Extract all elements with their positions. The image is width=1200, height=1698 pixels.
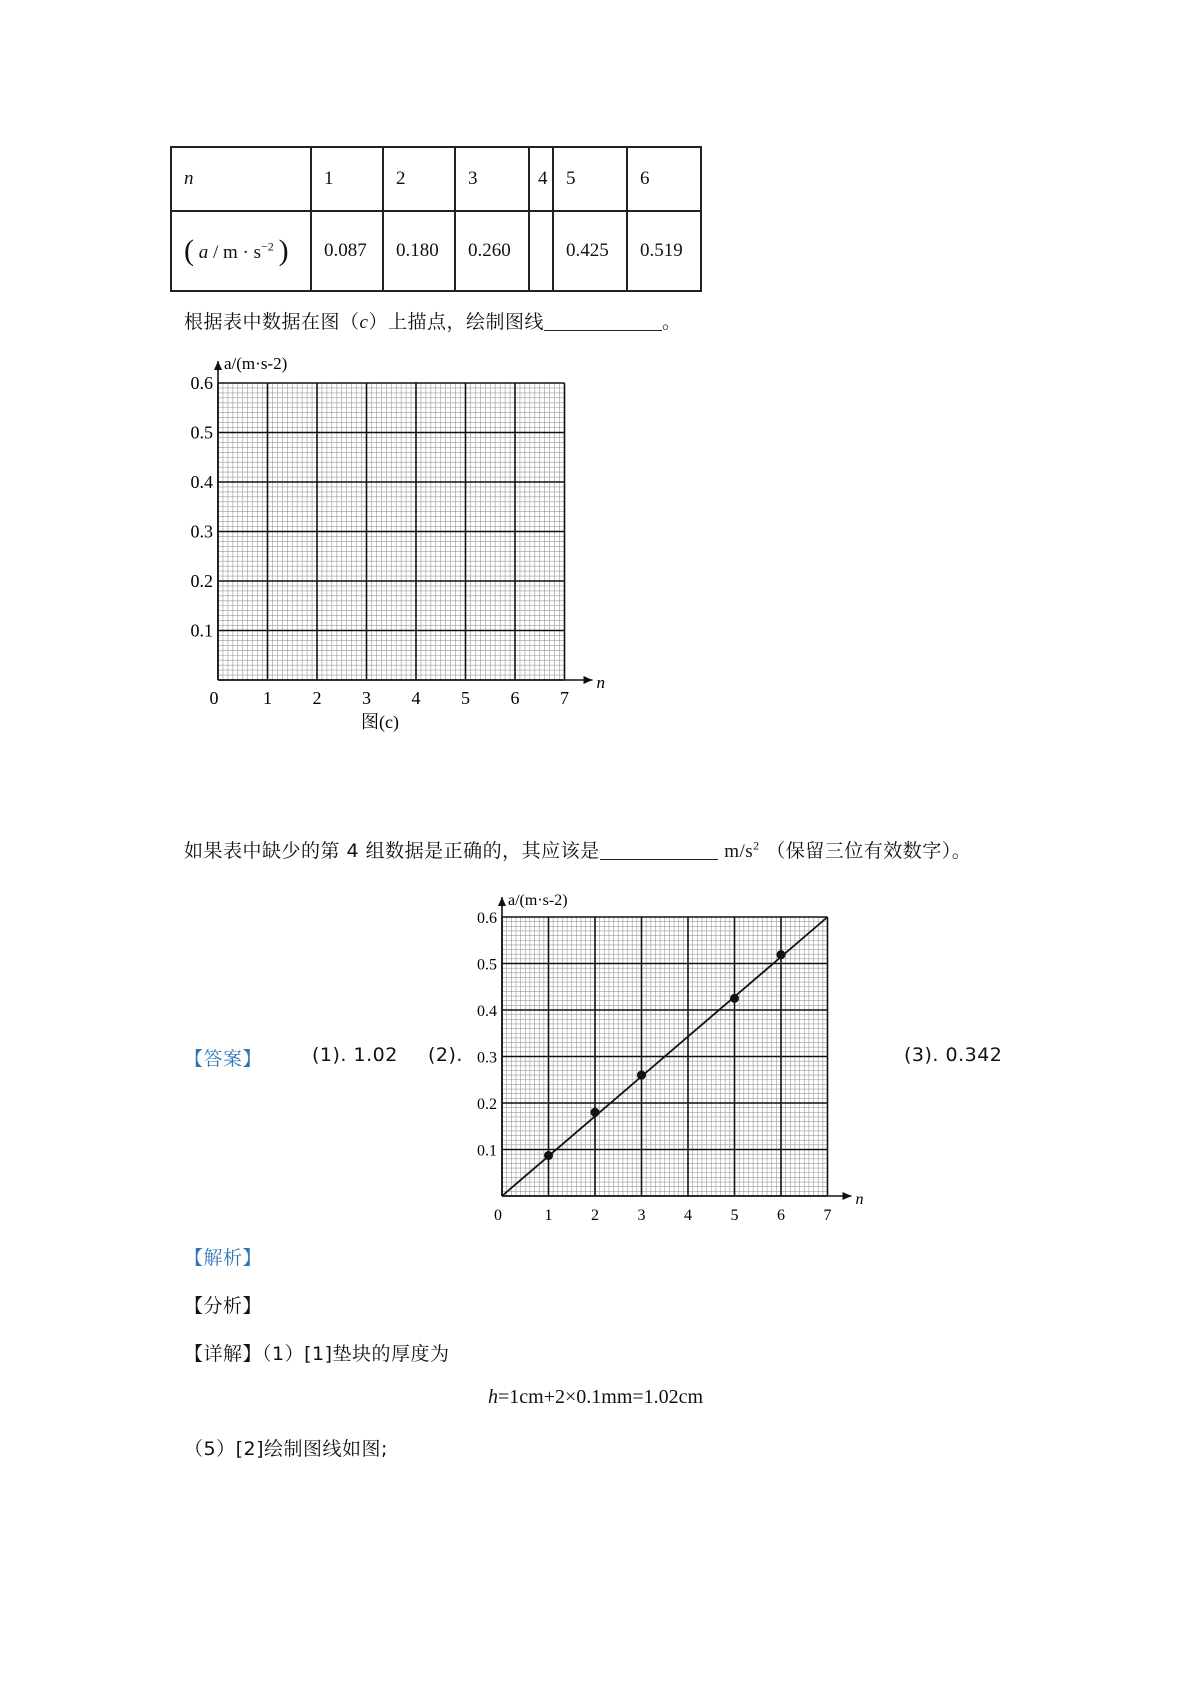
y-tick-label: 0.6 — [477, 910, 497, 927]
x-tick-label: 4 — [684, 1207, 692, 1224]
y-axis-arrow — [214, 361, 222, 370]
x-tick-label: 2 — [591, 1207, 599, 1224]
x-tick-label: 7 — [560, 688, 569, 708]
table-cell: 0.519 — [627, 211, 701, 291]
answer-blank — [544, 312, 662, 331]
table-header-label: n — [171, 147, 311, 211]
y-tick-label: 0.2 — [477, 1096, 497, 1113]
table-col: 2 — [383, 147, 455, 211]
question2-text — [184, 836, 971, 863]
table-col: 5 — [553, 147, 627, 211]
y-tick-labels — [191, 373, 214, 641]
row-label-symbol: a — [198, 242, 209, 263]
y-tick-label: 0.1 — [477, 1142, 497, 1160]
q1-before: 根据表中数据在图（ — [184, 311, 360, 333]
table-cell: 0.180 — [383, 211, 455, 291]
y-tick-label: 0.2 — [190, 571, 213, 591]
answer-part2: (2). — [428, 1044, 463, 1066]
x-tick-label: 7 — [823, 1207, 832, 1224]
q2-before: 如果表中缺少的第 4 组数据是正确的，其应该是 — [184, 840, 600, 862]
x-tick-label: 5 — [461, 688, 470, 708]
data-point — [730, 994, 739, 1003]
answer-chart — [460, 886, 880, 1226]
detail-text: （1）[1]垫块的厚度为 — [262, 1343, 450, 1365]
x-tick-label: 3 — [637, 1207, 646, 1224]
answer-part1: (1). 1.02 — [312, 1044, 398, 1066]
y-axis-label: a/(m·s-2) — [508, 892, 568, 909]
x-tick-label: 6 — [510, 688, 520, 708]
data-point — [777, 950, 786, 959]
x-tick-label: 6 — [777, 1207, 785, 1224]
y-axis-arrow — [498, 897, 506, 906]
formula-rest: =1cm+2×0.1mm=1.02cm — [498, 1386, 704, 1408]
table-cell — [529, 211, 553, 291]
table-value-row — [171, 211, 701, 291]
q2-unit-exp: 2 — [753, 838, 760, 853]
x-tick-label: 1 — [263, 688, 272, 708]
figure-caption: 图(c) — [361, 712, 399, 732]
y-tick-label: 0.3 — [477, 1049, 497, 1067]
q2-unit: m/s — [724, 841, 754, 862]
step5-line: （5）[2]绘制图线如图; — [184, 1438, 388, 1460]
answer-tag: 【答案】 — [184, 1048, 263, 1070]
detail-tag: 【详解】 — [184, 1343, 263, 1365]
table-row-label: ( $a / m \cdot s^{-2}$ ) — [171, 211, 311, 291]
q1-end: 。 — [661, 311, 682, 333]
formula-var: h — [488, 1386, 498, 1408]
detail-line — [184, 1339, 450, 1366]
question1-text — [184, 307, 681, 334]
fenxi-tag: 【分析】 — [184, 1295, 263, 1317]
table-col: 1 — [311, 147, 383, 211]
answer-part3: (3). 0.342 — [904, 1044, 1003, 1066]
x-tick-label: 2 — [312, 688, 322, 708]
y-tick-label: 0.3 — [190, 521, 213, 542]
table-cell: 0.087 — [311, 211, 383, 291]
table-col: 3 — [455, 147, 529, 211]
x-axis-label: n — [596, 673, 605, 692]
x-tick-label: 1 — [544, 1207, 553, 1224]
table-col: 6 — [627, 147, 701, 211]
data-point — [591, 1108, 600, 1117]
data-table — [170, 146, 702, 292]
table-cell: 0.425 — [553, 211, 627, 291]
x-tick-label: 5 — [730, 1207, 739, 1224]
y-tick-label: 0.6 — [190, 373, 213, 393]
q1-italic: c — [359, 312, 369, 333]
y-axis-label: a/(m·s-2) — [224, 354, 288, 373]
jiexi-tag: 【解析】 — [184, 1247, 263, 1269]
data-point — [637, 1071, 646, 1080]
x-tick-label: 3 — [362, 688, 371, 708]
table-cell: 0.260 — [455, 211, 529, 291]
y-tick-label: 0.4 — [477, 1003, 497, 1020]
x-axis-arrow — [584, 676, 593, 684]
q1-after: ）上描点，绘制图线 — [368, 311, 544, 333]
formula — [488, 1386, 703, 1409]
y-tick-label: 0.4 — [190, 472, 213, 492]
x-tick-labels — [494, 1207, 832, 1224]
row-label-unit: / m · s — [213, 242, 262, 263]
data-point — [544, 1151, 553, 1160]
row-label-exponent: −2 — [261, 239, 274, 254]
x-tick-labels — [210, 688, 570, 708]
x-axis-label: n — [855, 1191, 864, 1208]
y-tick-label: 0.1 — [190, 620, 213, 641]
figure-c — [180, 350, 620, 740]
answer-blank — [600, 841, 718, 860]
q2-after: （保留三位有效数字）。 — [766, 840, 972, 862]
x-tick-label: 0 — [494, 1207, 502, 1224]
x-axis-arrow — [843, 1192, 852, 1200]
y-tick-labels — [477, 910, 497, 1160]
y-tick-label: 0.5 — [190, 422, 213, 443]
x-tick-label: 0 — [209, 688, 219, 708]
table-col: 4 — [529, 147, 553, 211]
x-tick-label: 4 — [411, 688, 421, 708]
table-header-row — [171, 147, 701, 211]
y-tick-label: 0.5 — [477, 956, 497, 974]
